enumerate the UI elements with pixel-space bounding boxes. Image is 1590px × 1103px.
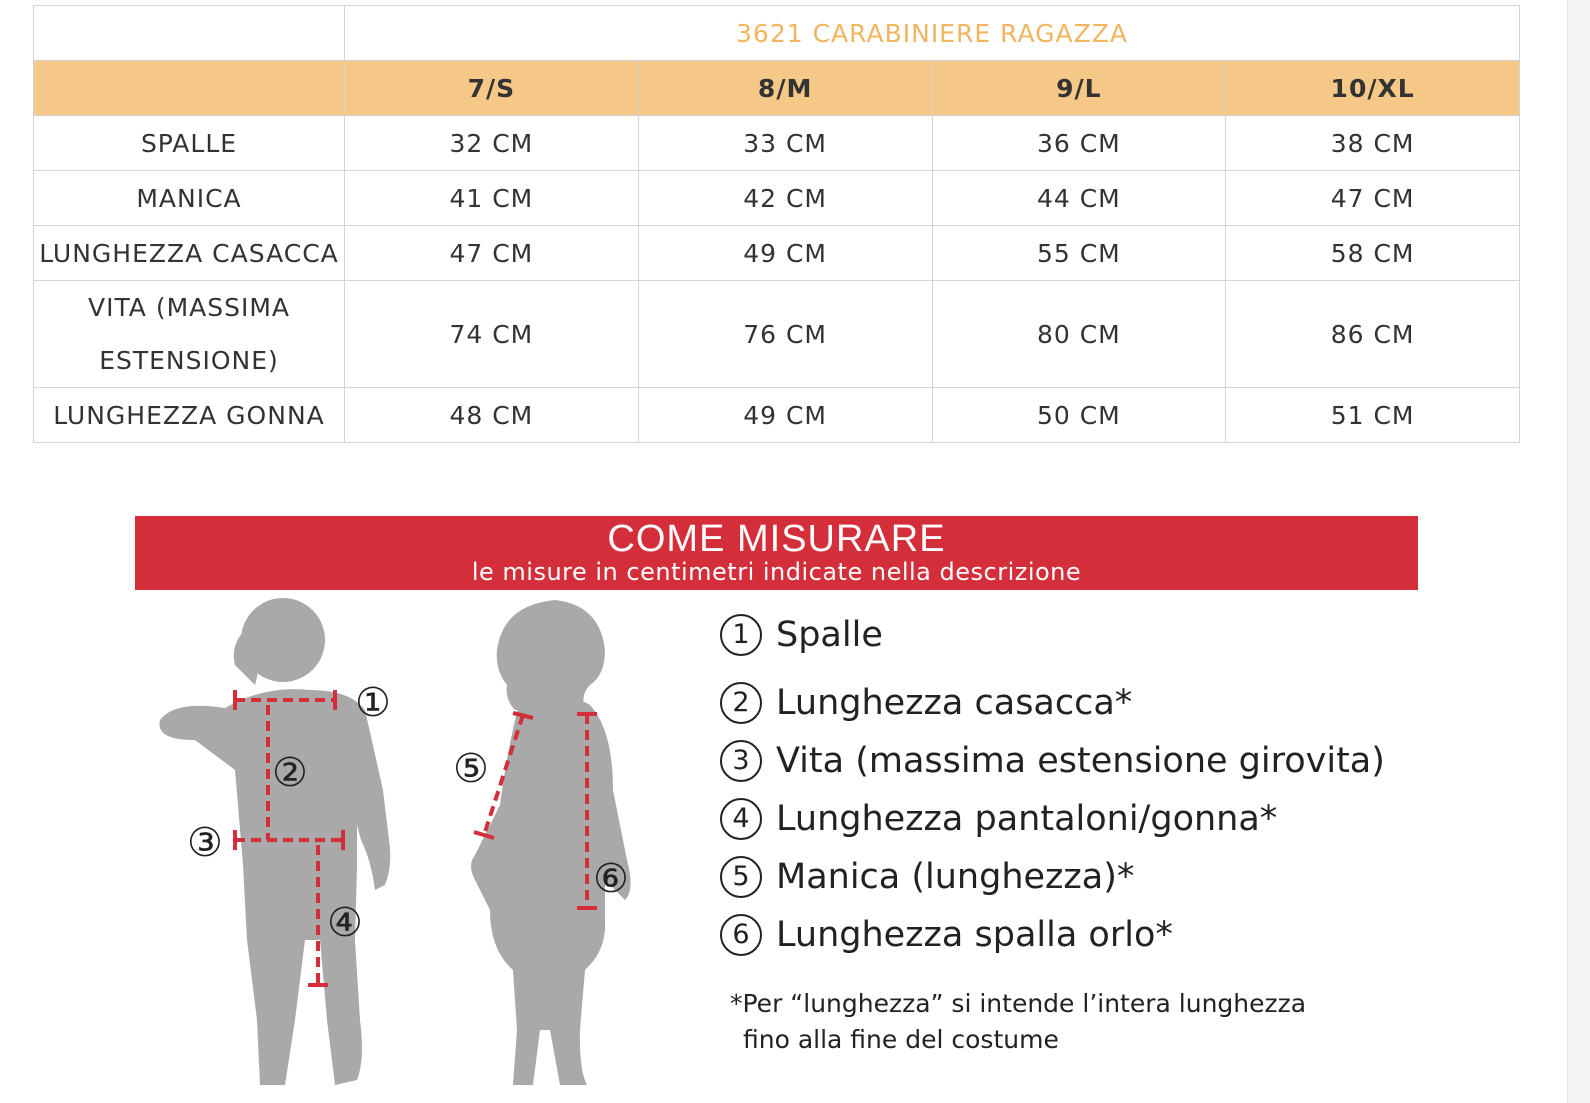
legend-item-3: [720, 740, 1385, 782]
table-title-row: [34, 6, 1520, 61]
banner-title: COME MISURARE: [607, 518, 946, 560]
table-cell: 38 CM: [1226, 116, 1520, 171]
table-cell: 86 CM: [1226, 281, 1520, 388]
table-cell: 32 CM: [345, 116, 639, 171]
table-row: [34, 281, 1520, 388]
legend-number: 4: [720, 798, 762, 840]
measurement-illustration: [135, 590, 715, 1103]
page-scrollbar[interactable]: [1567, 0, 1590, 1103]
table-cell: 36 CM: [932, 116, 1226, 171]
size-header-8m: 8/M: [638, 61, 932, 116]
table-cell: 55 CM: [932, 226, 1226, 281]
table-cell: 47 CM: [345, 226, 639, 281]
table-cell: 41 CM: [345, 171, 639, 226]
marker-2: ②: [272, 750, 308, 796]
legend-number: 6: [720, 914, 762, 956]
product-title: 3621 CARABINIERE RAGAZZA: [345, 6, 1520, 61]
row-label: VITA (MASSIMA ESTENSIONE): [34, 281, 345, 388]
table-cell: 74 CM: [345, 281, 639, 388]
legend-item-6: [720, 914, 1173, 956]
row-label: MANICA: [34, 171, 345, 226]
table-cell: 33 CM: [638, 116, 932, 171]
legend-number: 1: [720, 614, 762, 656]
marker-4: ④: [327, 900, 363, 946]
size-table: [33, 5, 1520, 443]
legend-text: Spalle: [776, 615, 883, 655]
table-cell: 49 CM: [638, 388, 932, 443]
footnote-line-1: *Per “lunghezza” si intende l’intera lunghezza: [730, 989, 1307, 1018]
marker-1: ①: [355, 680, 391, 726]
legend-text: Vita (massima estensione girovita): [776, 741, 1385, 781]
table-cell: 58 CM: [1226, 226, 1520, 281]
legend-number: 3: [720, 740, 762, 782]
table-cell: 49 CM: [638, 226, 932, 281]
legend-number: 2: [720, 682, 762, 724]
marker-6: ⑥: [593, 856, 629, 902]
legend-item-4: [720, 798, 1277, 840]
legend-item-5: [720, 856, 1134, 898]
how-to-measure-panel: [135, 516, 1418, 1103]
size-header-9l: 9/L: [932, 61, 1226, 116]
size-header-empty: [34, 61, 345, 116]
legend-text: Lunghezza casacca*: [776, 683, 1133, 723]
footnote-line-2: fino alla fine del costume: [743, 1025, 1059, 1054]
legend-text: Lunghezza pantaloni/gonna*: [776, 799, 1278, 839]
table-row: [34, 171, 1520, 226]
size-header-10xl: 10/XL: [1226, 61, 1520, 116]
marker-5: ⑤: [453, 746, 489, 792]
table-cell: 42 CM: [638, 171, 932, 226]
row-label: LUNGHEZZA GONNA: [34, 388, 345, 443]
table-cell: 51 CM: [1226, 388, 1520, 443]
row-label: SPALLE: [34, 116, 345, 171]
girl-silhouette: [471, 600, 631, 1085]
legend-text: Lunghezza spalla orlo*: [776, 915, 1173, 955]
table-cell: 47 CM: [1226, 171, 1520, 226]
legend-item-1: [720, 614, 883, 656]
table-row: [34, 226, 1520, 281]
table-cell: 48 CM: [345, 388, 639, 443]
table-row: [34, 116, 1520, 171]
legend-item-2: [720, 682, 1132, 724]
legend-text: Manica (lunghezza)*: [776, 857, 1135, 897]
legend-number: 5: [720, 856, 762, 898]
row-label: LUNGHEZZA CASACCA: [34, 226, 345, 281]
empty-corner-cell: [34, 6, 345, 61]
how-to-measure-banner: [135, 516, 1418, 590]
length-footnote: [730, 986, 1430, 1058]
table-cell: 80 CM: [932, 281, 1226, 388]
table-row: [34, 388, 1520, 443]
table-cell: 50 CM: [932, 388, 1226, 443]
table-cell: 44 CM: [932, 171, 1226, 226]
table-cell: 76 CM: [638, 281, 932, 388]
size-header-7s: 7/S: [345, 61, 639, 116]
banner-subtitle: le misure in centimetri indicate nella descrizione: [471, 558, 1082, 586]
marker-3: ③: [187, 820, 223, 866]
size-header-row: [34, 61, 1520, 116]
